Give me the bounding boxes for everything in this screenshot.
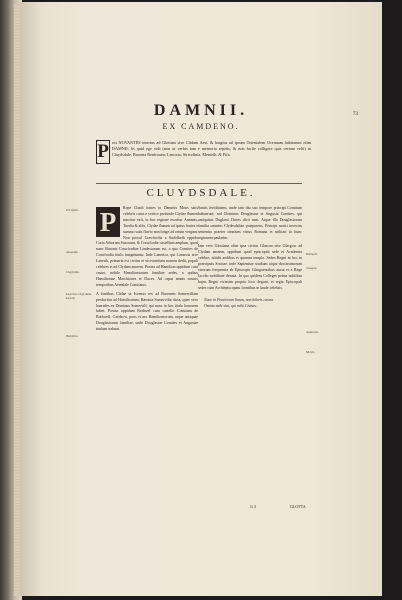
verse-line-1: Nunc in Ponticeum linum, non hilaris castra xyxy=(204,297,274,302)
margin-note: Mureis. xyxy=(306,350,316,354)
page-subtitle: EX CAMDENO. xyxy=(162,122,240,131)
right-column xyxy=(198,206,302,502)
intro-paragraph xyxy=(96,140,311,164)
margin-note: Cluyfordia. xyxy=(66,270,80,274)
intro-text: ost NOVANTES interius ad Glottam sive Clidam Aest. & longius ad ipsum Orientalem Oceanum habitarunt olim DAMNII; lis quid ege vidi (non ut verbis tam e memoria repetis, & non facile colligere quis certam velit) in Cluydsdale, Baronia Renfrouen, Lenoxia, Strivelinia, Menteth, & Fifa. xyxy=(112,140,311,158)
left-paragraph-1: Rope Cluidi fontes in Damniis Mons satis celebris cuius e vertice profunde Clydae flumen nascitur exit, in hac regione exoritur Annanis, Tuedia & aliis, Clydae flumen ad ipsius fontes e summo satis fluvio non longe ad ortum vergunt. Non procul Crawfordia a Sudolbeth oppido Corta Arborum Saxosum, & Crawfordie castellum amplum, quod nunc Baronis Crawfordiae Lindesiorum est, a quo Comites de Crawfordia titulo insigniuntur. Inde Lanerica, qui Lanarcia sive Lanerik, primaria est civitas et vicecomitatu nomen dedit, populi celebres et ad Clydam amnem. Postea ad Hamilton oppidum cum castro, nobile Hamiltoniorum familiae sedes, a quibus Hamiltoniae Marchiones et Duces. Ad caput amnis nostris temporibus Avendale Comitatus. xyxy=(96,206,198,287)
divider xyxy=(96,183,302,184)
page-number: 73 xyxy=(353,112,358,117)
page-title: DAMNII. xyxy=(153,102,249,119)
margin-note: Tricefalia. xyxy=(66,208,79,212)
margin-note: Lanerica Cluyf-dalia Lanerk. xyxy=(66,292,92,300)
catchword: GLOTTA xyxy=(290,504,306,509)
margin-note: Glasgow. xyxy=(306,266,318,270)
margin-note: Hamilton. xyxy=(66,334,79,338)
margin-note: Academia. xyxy=(306,330,319,334)
left-paragraph-2: A fontibus Clidae ut Isvenus rex ad Baronem Somervillam perducitur ad Hamiltoniam, Baronia Somervilia dicta, quae vero haeredes ex Dominus Somervill, qui nunc in hoc titulo honorem habet. Postea oppidum Bothwel cum castello Comitum de Bothwell, Caedzow, pons et arx Hamiltoniorum, atque antiquae Douglasiorum familiae, unde Douglasiae Comites et Angusiae titulum trahunt. xyxy=(96,291,198,332)
book-page xyxy=(20,2,382,596)
right-paragraph-1: Santis fertilitatem, unde tam diu suo tempore principi Comitum habuerunt, sed Dominus Douglasiae et Angusia Comites, qui antiquitus Duglassi Duces dicti sunt. Atque illa Douglasiorum familia omnino Clydesdaliae praepotens, Principi nostri invectas sententia praeter omnium virtus Romana et militari in hunc regionem paulatim. xyxy=(198,206,302,240)
left-column xyxy=(96,206,198,502)
signature-mark: G 3 xyxy=(250,504,256,509)
verse-line-2: Omnia mihi sint, qui mihi Civitas. xyxy=(204,303,257,308)
margin-note: Bothwell. xyxy=(306,252,318,256)
margin-note: Annandia. xyxy=(66,250,79,254)
intro-initial: P xyxy=(97,141,109,162)
section-title: CLUYDSDALE. xyxy=(146,187,256,199)
right-paragraph-2: Iam vero Glottiana olim ipsa civitas Glascua sive Glasgow ad Clydam amnem, oppidum quod episcopali sede et Academia celebre, nitidis aedibus et quarum templo. Sedes Regni in hoc in praecipuis Scotiae, inde Sapientiae studium atque doctissimorum virorum frequentia ab Episcopis Glasguensibus aucta et a Rege Iacobo nobilitate donata. In quo quidem Colleges prima nobilitas hujus Regni vicissim proprio loco degunt, et regia Episcopali sedes cum Archiepiscopatu frontibus in laude celebris. xyxy=(198,244,302,290)
ornate-initial: P xyxy=(96,207,120,237)
